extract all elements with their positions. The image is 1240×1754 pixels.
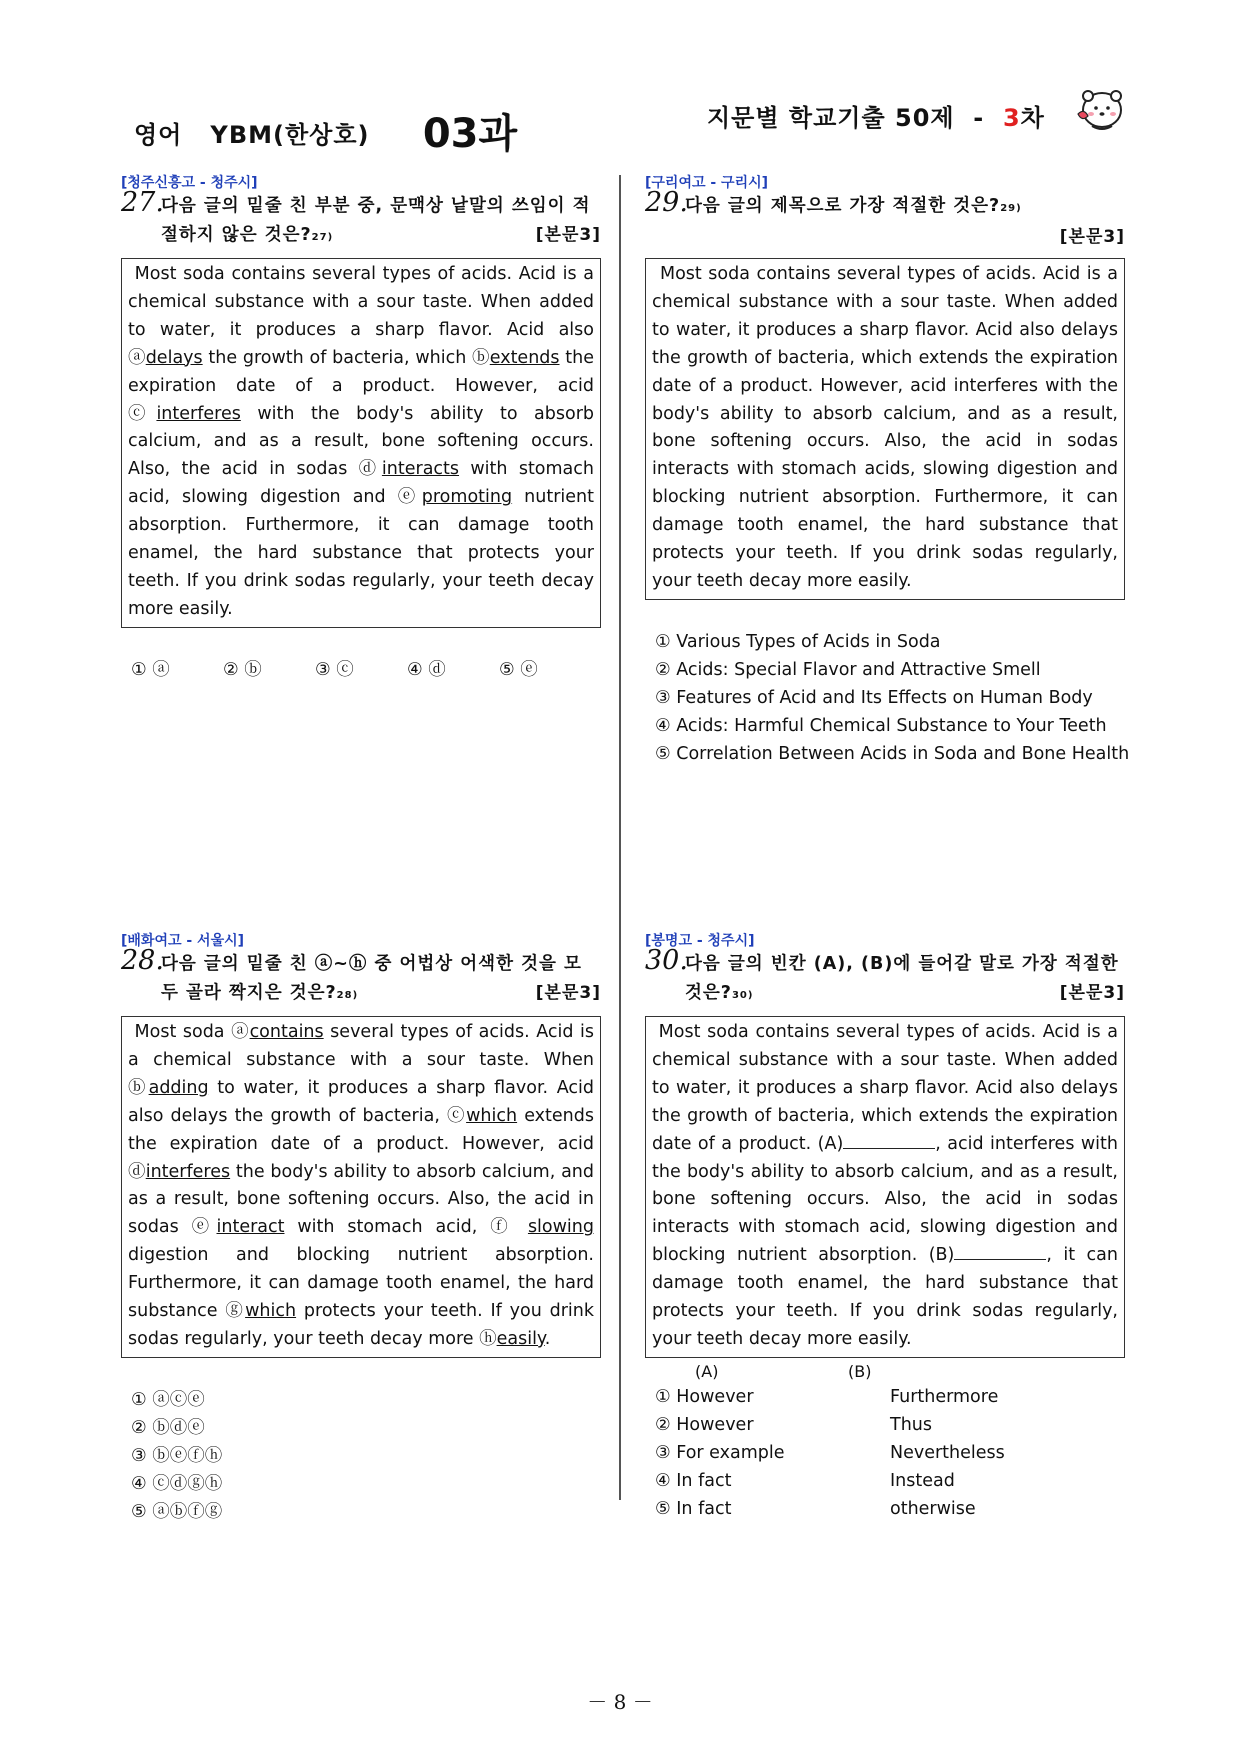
q28-source: [배화여고 - 서울시]	[121, 933, 245, 949]
q29-option-1[interactable]: ① Various Types of Acids in Soda	[655, 631, 941, 652]
q28-option-3[interactable]: ③ ⓑⓔⓕⓗ	[131, 1445, 223, 1466]
q28-option-2[interactable]: ② ⓑⓓⓔ	[131, 1417, 205, 1438]
q30-tag: [본문3]	[1059, 983, 1125, 1003]
q28-passage: Most soda ⓐcontains several types of acids. Acid is a chemical substance with a sour taste. When ⓑadding to water, it produces a sharp flavor. Acid also delays the growth of bacteria, ⓒwhich extends the expiration date of a product. However, acid ⓓinterferes the body's ability to absorb calcium, and as a result, bone softening occurs. Also, the acid in sodas ⓔinteract with stomach acid, ⓕ slowing digestion and blocking nutrient absorption. Furthermore, it can damage tooth enamel, the hard substance ⓖwhich protects your teeth. If you drink sodas regularly, your teeth decay more ⓗeasily.	[121, 1016, 601, 1358]
bear-mascot-icon	[1074, 86, 1126, 134]
header-subject	[134, 98, 517, 155]
q29-ref: 29)	[1000, 203, 1022, 214]
q30-options	[645, 1383, 1125, 1523]
q29-tag: [본문3]	[1059, 227, 1125, 247]
blank-a	[843, 1134, 935, 1149]
q27-option-4[interactable]: ④ ⓓ	[407, 659, 446, 680]
q30-option-headers	[645, 1361, 1125, 1383]
lesson-number: 03과	[422, 111, 518, 157]
q30-option-2[interactable]: ② However Thus	[655, 1414, 932, 1435]
q28-stem	[121, 945, 601, 1010]
q30-col-a: (A)	[695, 1361, 719, 1381]
q30-number: 30.	[645, 945, 688, 976]
header-title	[707, 98, 1045, 133]
q30-ref: 30)	[731, 990, 754, 1001]
q30-col-b: (B)	[848, 1361, 872, 1381]
q27-option-1[interactable]: ① ⓐ	[131, 659, 170, 680]
q27-stem	[121, 187, 601, 252]
q30-option-3[interactable]: ③ For example Nevertheless	[655, 1442, 1005, 1463]
q27-source: [청주신흥고 - 청주시]	[121, 175, 258, 191]
q29-source: [구리여고 - 구리시]	[645, 175, 769, 191]
q30-option-4[interactable]: ④ In fact Instead	[655, 1470, 955, 1491]
title-round-suffix: 차	[1020, 104, 1045, 132]
q27-option-5[interactable]: ⑤ ⓔ	[499, 659, 538, 680]
question-27	[121, 172, 601, 681]
q28-stem-line2: 두 골라 짝지은 것은?	[161, 983, 337, 1003]
q30-option-5[interactable]: ⑤ In fact otherwise	[655, 1498, 976, 1519]
title-round: 3	[1002, 104, 1021, 132]
q29-stem	[645, 187, 1125, 252]
q30-option-1[interactable]: ① However Furthermore	[655, 1386, 999, 1407]
question-29	[645, 172, 1130, 768]
question-30	[645, 930, 1125, 1523]
q29-options	[645, 628, 1130, 768]
q28-ref: 28)	[336, 990, 359, 1001]
q27-stem-line2: 절하지 않은 것은?	[161, 225, 312, 245]
q28-stem-line1: 다음 글의 밑줄 친 ⓐ~ⓗ 중 어법상 어색한 것을 모	[161, 954, 582, 974]
q27-number: 27.	[121, 187, 164, 218]
q27-option-3[interactable]: ③ ⓒ	[315, 659, 354, 680]
q28-options	[121, 1386, 601, 1526]
q27-tag: [본문3]	[535, 225, 601, 245]
q28-number: 28.	[121, 945, 164, 976]
q29-option-5[interactable]: ⑤ Correlation Between Acids in Soda and Bone Health	[655, 743, 1130, 764]
q30-passage: Most soda contains several types of acids. Acid is a chemical substance with a sour taste. When added to water, it produces a sharp flavor. Acid also delays the growth of bacteria, which extends the expiration date of a product. (A) , acid interferes with the body's ability to absorb calcium, and as a result, bone softening occurs. Also, the acid in sodas interacts with stomach acid, slowing digestion and blocking nutrient absorption. (B) , it can damage tooth enamel, the hard substance that protects your teeth. If you drink sodas regularly, your teeth decay more easily.	[645, 1016, 1125, 1358]
q28-option-4[interactable]: ④ ⓒⓓⓖⓗ	[131, 1473, 223, 1494]
q27-passage: Most soda contains several types of acids. Acid is a chemical substance with a sour taste. When added to water, it produces a sharp flavor. Acid also ⓐdelays the growth of bacteria, which ⓑextends the expiration date of a product. However, acid ⓒinterferes with the body's ability to absorb calcium, and as a result, bone softening occurs. Also, the acid in sodas ⓓinteracts with stomach acid, slowing digestion and ⓔpromoting nutrient absorption. Furthermore, it can damage tooth enamel, the hard substance that protects your teeth. If you drink sodas regularly, your teeth decay more easily.	[121, 258, 601, 628]
q29-passage: Most soda contains several types of acids. Acid is a chemical substance with a sour taste. When added to water, it produces a sharp flavor. Acid also delays the growth of bacteria, which extends the expiration date of a product. However, acid interferes with the body's ability to absorb calcium, and as a result, bone softening occurs. Also, the acid in sodas interacts with stomach acids, slowing digestion and blocking nutrient absorption. Furthermore, it can damage tooth enamel, the hard substance that protects your teeth. If you drink sodas regularly, your teeth decay more easily.	[645, 258, 1125, 600]
q28-option-1[interactable]: ① ⓐⓒⓔ	[131, 1389, 205, 1410]
q27-options	[121, 656, 601, 681]
column-divider	[619, 175, 621, 1500]
q29-option-3[interactable]: ③ Features of Acid and Its Effects on Human Body	[655, 687, 1093, 708]
q28-option-5[interactable]: ⑤ ⓐⓑⓕⓖ	[131, 1501, 223, 1522]
q29-number: 29.	[645, 187, 688, 218]
q28-tag: [본문3]	[535, 983, 601, 1003]
q29-option-2[interactable]: ② Acids: Special Flavor and Attractive Smell	[655, 659, 1041, 680]
subject-label: 영어 YBM(한상호)	[134, 121, 370, 149]
blank-b	[954, 1245, 1046, 1260]
q30-stem	[645, 945, 1125, 1010]
q29-stem-line1: 다음 글의 제목으로 가장 적절한 것은?	[685, 196, 1001, 216]
q27-ref: 27)	[311, 232, 334, 243]
q27-option-2[interactable]: ② ⓑ	[223, 659, 262, 680]
q30-stem-line2: 것은?	[685, 983, 732, 1003]
q30-source: [봉명고 - 청주시]	[645, 933, 755, 949]
title-main: 지문별 학교기출 50제 -	[707, 104, 1003, 132]
q29-option-4[interactable]: ④ Acids: Harmful Chemical Substance to Your Teeth	[655, 715, 1107, 736]
q30-stem-line1: 다음 글의 빈칸 (A), (B)에 들어갈 말로 가장 적절한	[685, 954, 1119, 974]
page-number: － 8 －	[587, 1690, 653, 1714]
question-28	[121, 930, 601, 1526]
q27-stem-line1: 다음 글의 밑줄 친 부분 중, 문맥상 낱말의 쓰임이 적	[161, 196, 591, 216]
